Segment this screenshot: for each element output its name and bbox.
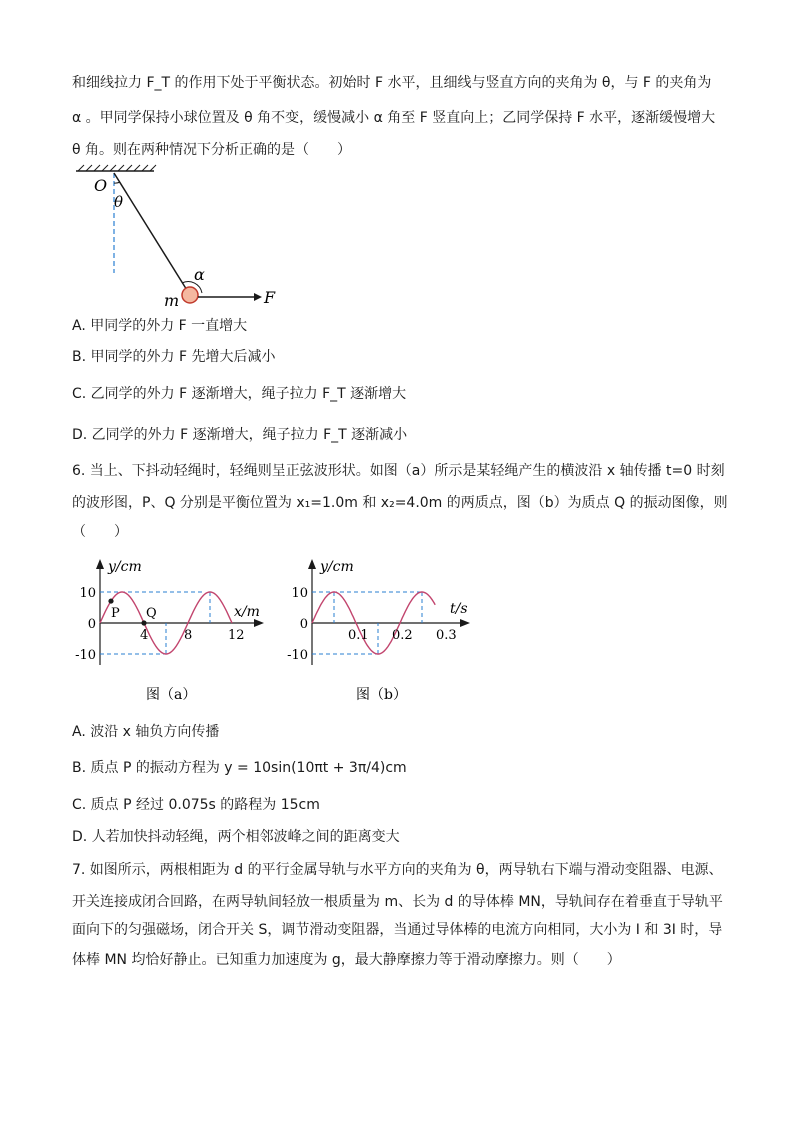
q7-stem-line-2: 开关连接成闭合回路，在两导轨间轻放一根质量为 m、长为 d 的导体棒 MN，导轨间存在着垂直于导轨平 xyxy=(72,894,723,910)
q6-option-b: B. 质点 P 的振动方程为 y = 10sin(10πt + 3π/4)cm xyxy=(72,760,407,776)
q5-stem-line-1: 和细线拉力 F_T 的作用下处于平衡状态。初始时 F 水平，且细线与竖直方向的夹角为 θ，与 F 的夹角为 xyxy=(72,75,712,91)
chart-a-point-Q xyxy=(141,620,146,625)
q5-stem-line-2: α 。甲同学保持小球位置及 θ 角不变，缓慢减小 α 角至 F 竖直向上；乙同学保持 F 水平，逐渐缓慢增大 xyxy=(72,110,716,126)
chart-b-y-tick: 0 xyxy=(299,617,308,632)
chart-a-x-tick: 8 xyxy=(184,628,193,643)
label-theta: θ xyxy=(114,193,124,211)
q5-option-d: D. 乙同学的外力 F 逐渐增大，绳子拉力 F_T 逐渐减小 xyxy=(72,427,408,443)
chart-b-y-arrow xyxy=(308,559,316,569)
chart-a-x-tick: 12 xyxy=(228,628,245,643)
q5-option-a: A. 甲同学的外力 F 一直增大 xyxy=(72,318,248,334)
theta-arc xyxy=(114,182,120,183)
chart-a-xlabel: x/m xyxy=(234,604,260,620)
q7-stem-line-3: 面向下的匀强磁场，闭合开关 S，调节滑动变阻器，当通过导体棒的电流方向相同，大小为 I 和 3I 时，导 xyxy=(72,922,723,938)
label-m: m xyxy=(164,291,180,310)
force-arrow-head xyxy=(254,293,262,301)
q6-option-d: D. 人若加快抖动轻绳，两个相邻波峰之间的距离变大 xyxy=(72,829,400,845)
label-alpha: α xyxy=(194,265,205,284)
wave-chart-a xyxy=(75,555,274,710)
chart-a-y-tick: 0 xyxy=(87,617,96,632)
q7-stem-line-4: 体棒 MN 均恰好静止。已知重力加速度为 g，最大静摩擦力等于滑动摩擦力。则（ ） xyxy=(72,952,621,968)
vibration-chart-b xyxy=(276,555,472,710)
label-O: O xyxy=(94,176,108,195)
chart-a-point-P xyxy=(108,598,113,603)
chart-a-point-label-P: P xyxy=(111,606,120,622)
ball xyxy=(182,287,198,303)
chart-b-x-tick: 0.3 xyxy=(436,628,457,643)
chart-b-y-tick: -10 xyxy=(287,648,308,663)
chart-b-ylabel: y/cm xyxy=(320,559,354,575)
chart-b-x-arrow xyxy=(460,619,470,627)
chart-a-title: 图（a） xyxy=(146,687,197,703)
q5-stem-line-3: θ 角。则在两种情况下分析正确的是（ ） xyxy=(72,142,352,158)
chart-a-ylabel: y/cm xyxy=(108,559,142,575)
ceiling-hatch xyxy=(78,165,156,171)
string xyxy=(114,173,190,295)
chart-a-y-arrow xyxy=(96,559,104,569)
q5-option-c: C. 乙同学的外力 F 逐渐增大，绳子拉力 F_T 逐渐增大 xyxy=(72,386,407,402)
pendulum-figure xyxy=(68,165,298,315)
label-F: F xyxy=(264,288,276,307)
q6-stem-line-1: 6. 当上、下抖动轻绳时，轻绳则呈正弦波形状。如图（a）所示是某轻绳产生的横波沿 x 轴传播 t=0 时刻 xyxy=(72,463,725,479)
chart-b-title: 图（b） xyxy=(356,687,407,703)
q6-stem-line-3: （ ） xyxy=(72,524,128,540)
chart-b-x-tick: 0.1 xyxy=(348,628,369,643)
q5-option-b: B. 甲同学的外力 F 先增大后减小 xyxy=(72,349,276,365)
q6-option-c: C. 质点 P 经过 0.075s 的路程为 15cm xyxy=(72,797,320,813)
chart-b-x-tick: 0.2 xyxy=(392,628,413,643)
chart-a-point-label-Q: Q xyxy=(146,606,157,621)
chart-a-y-tick: 10 xyxy=(79,586,96,601)
chart-a-x-arrow xyxy=(254,619,264,627)
chart-a-y-tick: -10 xyxy=(75,648,96,663)
chart-b-xlabel: t/s xyxy=(450,601,468,617)
chart-b-y-tick: 10 xyxy=(291,586,308,601)
q6-option-a: A. 波沿 x 轴负方向传播 xyxy=(72,724,220,740)
q7-stem-line-1: 7. 如图所示，两根相距为 d 的平行金属导轨与水平方向的夹角为 θ，两导轨右下端与滑动变阻器、电源、 xyxy=(72,862,723,878)
q6-stem-line-2: 的波形图，P、Q 分别是平衡位置为 x₁=1.0m 和 x₂=4.0m 的两质点，图（b）为质点 Q 的振动图像，则 xyxy=(72,495,728,511)
chart-a-x-tick: 4 xyxy=(140,628,149,643)
